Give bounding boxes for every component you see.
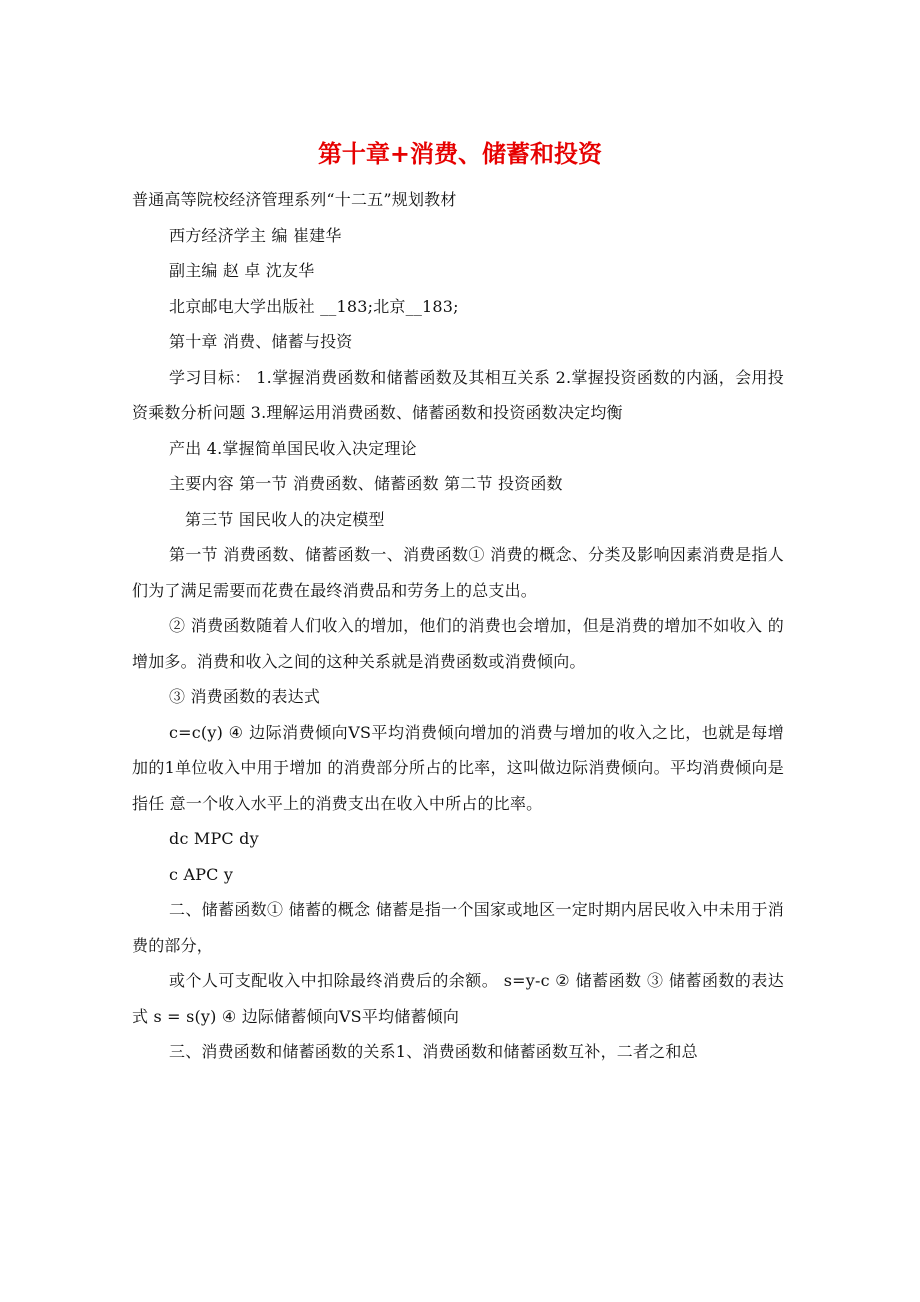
paragraph-relationship: 三、消费函数和储蓄函数的关系1、消费函数和储蓄函数互补，二者之和总	[169, 1042, 698, 1061]
formula-apc: c APC y	[169, 864, 234, 884]
paragraph-textbook-series: 普通高等院校经济管理系列“十二五”规划教材	[132, 190, 457, 209]
paragraph-consumption-function: ② 消费函数随着人们收入的增加，他们的消费也会增加，但是消费的增加不如收入 的增加多。消费和收入之间的这种关系就是消费函数或消费倾向。	[132, 616, 784, 671]
paragraph-saving-concept: 二、储蓄函数① 储蓄的概念 储蓄是指一个国家或地区一定时期内居民收入中未用于消费的部分，	[132, 900, 784, 955]
paragraph-associate-editors: 副主编 赵 卓 沈友华	[169, 261, 315, 280]
paragraph-saving-function: 或个人可支配收入中扣除最终消费后的余额。 s=y-c ② 储蓄函数 ③ 储蓄函数的表达式 s = s(y) ④ 边际储蓄倾向VS平均储蓄倾向	[132, 971, 784, 1026]
paragraph-function-expression: ③ 消费函数的表达式	[169, 687, 321, 706]
document-title: 第十章+消费、储蓄和投资	[317, 140, 603, 168]
paragraph-consumption-concept: 第一节 消费函数、储蓄函数一、消费函数① 消费的概念、分类及影响因素消费是指人们为了满足需要而花费在最终消费品和劳务上的总支出。	[132, 545, 784, 600]
paragraph-mpc-apc: c=c(y) ④ 边际消费倾向VS平均消费倾向增加的消费与增加的收入之比，也就是每增加的1单位收入中用于增加 的消费部分所占的比率，这叫做边际消费倾向。平均消费倾向是指任 意一个收入水平上的消费支出在收入中所占的比率。	[132, 722, 784, 813]
document-body	[132, 182, 784, 1070]
formula-mpc: dc MPC dy	[169, 829, 259, 848]
paragraph-learning-goals-cont: 产出 4.掌握简单国民收入决定理论	[169, 438, 417, 458]
paragraph-main-content: 主要内容 第一节 消费函数、储蓄函数 第二节 投资函数	[169, 474, 563, 493]
paragraph-section-three: 第三节 国民收人的决定模型	[185, 509, 385, 529]
paragraph-learning-goals: 学习目标： 1.掌握消费函数和储蓄函数及其相互关系 2.掌握投资函数的内涵，会用投资乘数分析问题 3.理解运用消费函数、储蓄函数和投资函数决定均衡	[132, 367, 784, 422]
paragraph-publisher: 北京邮电大学出版社 __183;北京__183;	[169, 296, 459, 316]
paragraph-author: 西方经济学主 编 崔建华	[169, 225, 342, 245]
paragraph-chapter-heading: 第十章 消费、储蓄与投资	[169, 332, 353, 351]
